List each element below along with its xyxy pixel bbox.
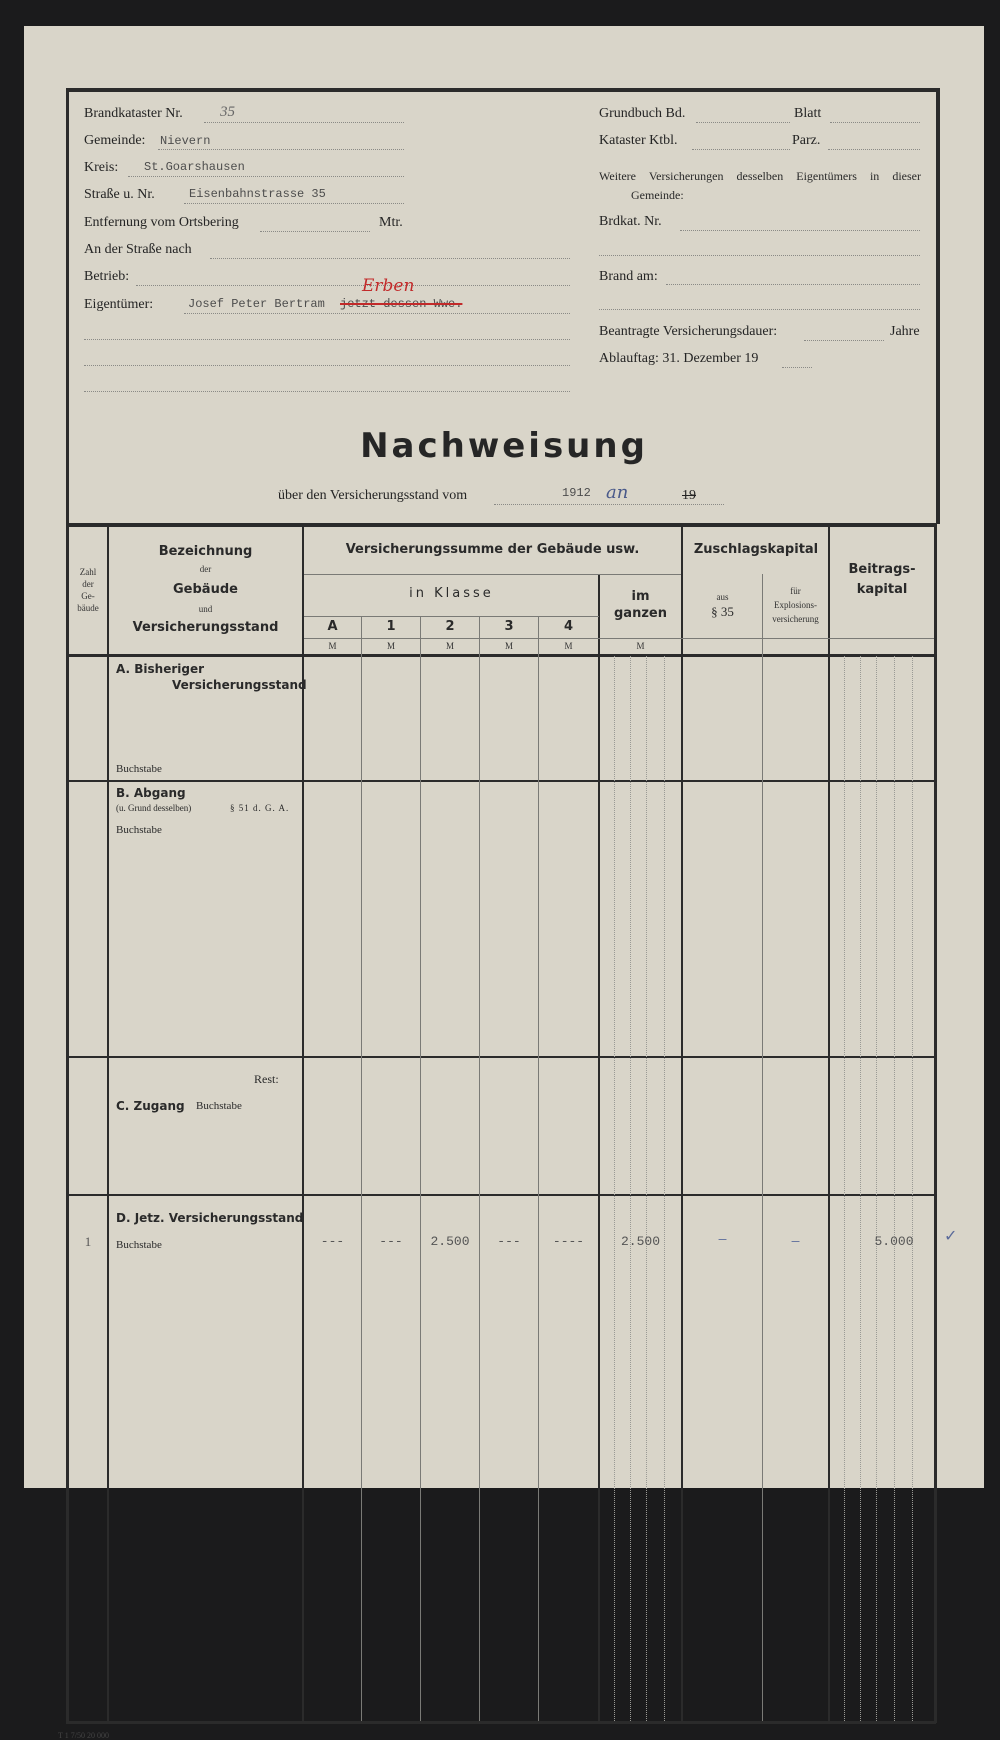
beitrag-1: Beitrags-	[848, 562, 916, 577]
check-mark: ✓	[944, 1226, 958, 1245]
weitere-line1: Weitere Versicherungen desselben Eigentümers in dieser	[599, 169, 921, 183]
row-d-klasse-1: ---	[379, 1234, 403, 1249]
section-d-title: D. Jetz. Versicherungsstand	[116, 1211, 304, 1225]
table-right	[934, 523, 937, 1723]
imganzen-1: im	[631, 589, 650, 604]
brandkataster-value: 35	[220, 104, 235, 120]
title-sub: über den Versicherungsstand vom	[278, 488, 468, 503]
grundbuch-label: Grundbuch Bd.	[599, 106, 686, 121]
entfernung-unit: Mtr.	[379, 215, 403, 230]
entfernung-line	[260, 231, 370, 232]
row-d-klasse-a: ---	[320, 1234, 345, 1249]
fuer-2: Explosions-	[773, 600, 817, 610]
unit-3: M	[504, 641, 513, 651]
row-d-zahl: 1	[84, 1234, 92, 1249]
kreis-value: St.Goarshausen	[144, 160, 245, 174]
row-d-klasse-3: ---	[497, 1234, 521, 1249]
inklasse-header: in Klasse	[409, 586, 494, 601]
section-c-title: C. Zugang	[116, 1099, 185, 1113]
dauer-line	[804, 340, 884, 341]
section-a-title: A. Bisheriger	[116, 662, 205, 676]
unit-4: M	[564, 641, 573, 651]
title-year: 1912	[562, 486, 591, 500]
col-1-right	[420, 616, 421, 1721]
eigentuemer-struck: jetzt dessen Wwe.	[340, 297, 463, 311]
title-handwritten: an	[606, 482, 629, 503]
an-strasse-line	[210, 258, 570, 259]
brandkataster-label: Brandkataster Nr.	[84, 106, 183, 121]
gemeinde-line	[158, 149, 404, 150]
grundbuch-line	[696, 122, 790, 123]
form-sheet	[24, 26, 984, 1740]
parz-line	[828, 149, 920, 150]
row-d-im-ganzen: 2.500	[620, 1234, 660, 1249]
brdkat-line	[680, 230, 920, 231]
dot-col	[860, 656, 861, 1721]
dot-col	[912, 656, 913, 1721]
entfernung-label: Entfernung vom Ortsbering	[84, 215, 239, 230]
eigentuemer-line	[184, 313, 570, 314]
aus-label: aus	[716, 592, 729, 602]
beitrag-2: kapital	[856, 582, 908, 597]
section-b-buchstabe: Buchstabe	[116, 824, 162, 836]
para35-label: § 35	[711, 604, 734, 619]
brandkataster-line	[204, 122, 404, 123]
dot-col	[630, 656, 631, 1721]
section-b-sub: (u. Grund desselben)	[116, 803, 192, 813]
klasse-sub	[304, 616, 599, 617]
dot-col	[894, 656, 895, 1721]
unit-imganzen: M	[636, 641, 645, 651]
versum-header: Versicherungssumme der Gebäude usw.	[345, 542, 640, 557]
eigentuemer-line4	[84, 391, 570, 392]
unit-2: M	[445, 641, 454, 651]
rest-label: Rest:	[254, 1072, 279, 1086]
dot-col	[664, 656, 665, 1721]
strasse-label: Straße u. Nr.	[84, 187, 155, 202]
section-c-buchstabe: Buchstabe	[196, 1100, 242, 1112]
title-line	[494, 504, 724, 505]
eigentuemer-label: Eigentümer:	[84, 297, 154, 312]
col-4-right	[598, 574, 600, 1721]
klasse-1: 1	[386, 619, 396, 634]
ablauf-label: Ablauftag: 31. Dezember 19	[599, 351, 759, 366]
klasse-a: A	[327, 619, 338, 634]
klasse-4: 4	[563, 619, 574, 634]
gemeinde-label: Gemeinde:	[84, 133, 146, 148]
weitere-line2: Gemeinde:	[631, 188, 684, 202]
fuer-3: versicherung	[772, 614, 819, 624]
brdkat-label: Brdkat. Nr.	[599, 214, 662, 229]
unit-a: M	[328, 641, 337, 651]
dauer-unit: Jahre	[890, 324, 920, 339]
bez-header-1: Bezeichnung	[158, 544, 253, 559]
row-d-explosion: —	[791, 1234, 800, 1249]
row-a-bottom	[66, 780, 936, 782]
eigentuemer-value: Josef Peter Bertram	[188, 297, 325, 311]
bez-header-2: der	[199, 564, 212, 574]
dauer-label: Beantragte Versicherungsdauer:	[599, 324, 778, 339]
footer-code: T 1 7/50 20 000	[58, 1731, 109, 1740]
col-zahl-right	[107, 526, 109, 1721]
header-bottom	[66, 654, 936, 657]
klasse-3: 3	[504, 619, 514, 634]
row-b-bottom	[66, 1056, 936, 1058]
kreis-label: Kreis:	[84, 160, 119, 175]
col-aus-right	[762, 574, 763, 1721]
kreis-line	[128, 176, 404, 177]
brand-label: Brand am:	[599, 269, 658, 284]
ablauf-line	[782, 367, 812, 368]
dot-col	[844, 656, 845, 1721]
parz-label: Parz.	[792, 133, 821, 148]
blatt-label: Blatt	[794, 106, 822, 121]
section-a-buchstabe: Buchstabe	[116, 763, 162, 775]
bez-header-3: Gebäude	[173, 582, 238, 597]
table-bottom	[66, 1721, 936, 1724]
strasse-value: Eisenbahnstrasse 35	[189, 187, 326, 201]
row-d-beitrag: 5.000	[874, 1234, 914, 1249]
betrieb-label: Betrieb:	[84, 269, 130, 284]
col-a-right	[361, 616, 362, 1721]
col-imganzen-right	[681, 526, 683, 1721]
title-struck: 19	[682, 488, 696, 503]
klasse-2: 2	[445, 619, 455, 634]
col-2-right	[479, 616, 480, 1721]
an-strasse-label: An der Straße nach	[84, 242, 192, 257]
brdkat-line2	[599, 255, 920, 256]
kataster-line	[692, 149, 790, 150]
strasse-line	[184, 203, 404, 204]
section-b-para: § 51 d. G. A.	[230, 803, 290, 813]
unit-sub	[304, 638, 934, 639]
row-d-aus35: —	[718, 1232, 727, 1247]
section-d-buchstabe: Buchstabe	[116, 1239, 162, 1251]
eigentuemer-line3	[84, 365, 570, 366]
kataster-label: Kataster Ktbl.	[599, 133, 678, 148]
bez-header-4: und	[198, 604, 213, 614]
row-d-klasse-2: 2.500	[430, 1234, 470, 1249]
eigentuemer-correction: Erben	[362, 276, 415, 296]
dot-col	[614, 656, 615, 1721]
section-b-title: B. Abgang	[116, 786, 186, 800]
versum-sub	[304, 574, 681, 575]
section-a-title2: Versicherungsstand	[172, 678, 307, 692]
brand-line	[666, 284, 920, 285]
row-c-bottom	[66, 1194, 936, 1196]
bez-header-5: Versicherungsstand	[132, 620, 279, 635]
frame-top	[66, 88, 940, 92]
brand-line2	[599, 309, 920, 310]
col-bez-right	[302, 526, 304, 1721]
zahl-header: Zahl der Ge- bäude	[77, 567, 99, 613]
row-d-klasse-4: ----	[552, 1234, 585, 1249]
col-explosion-right	[828, 526, 830, 1721]
table-left	[66, 523, 69, 1723]
gemeinde-value: Nievern	[160, 134, 211, 148]
page-title: Nachweisung	[360, 426, 648, 466]
dot-col	[876, 656, 877, 1721]
dot-col	[646, 656, 647, 1721]
zuschlag-header: Zuschlagskapital	[693, 542, 819, 557]
fuer-1: für	[790, 586, 801, 596]
col-3-right	[538, 616, 539, 1721]
eigentuemer-line2	[84, 339, 570, 340]
blatt-line	[830, 122, 920, 123]
unit-1: M	[386, 641, 395, 651]
table-top	[66, 523, 936, 527]
imganzen-2: ganzen	[614, 606, 667, 621]
betrieb-line	[136, 285, 570, 286]
